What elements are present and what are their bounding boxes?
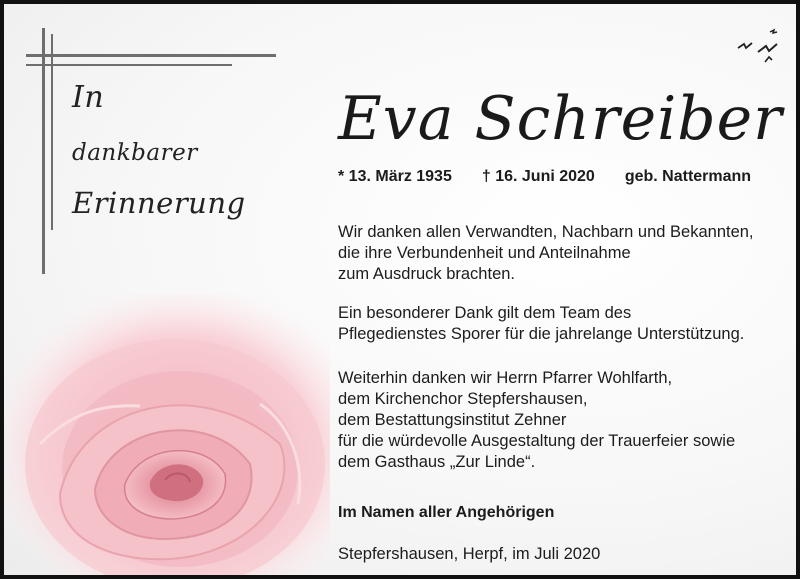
rose-image [0,294,330,579]
text-line: dem Kirchenchor Stepfershausen, [338,390,588,408]
header-line-erinnerung: Erinnerung [72,186,246,220]
text-line: Ein besonderer Dank gilt dem Team des [338,304,632,322]
header-line-in: In [72,80,105,115]
frame-line-horizontal-1 [26,54,276,57]
frame-line-vertical-1 [42,28,45,274]
frame-line-horizontal-2 [26,64,232,66]
thanks-paragraph-3 [338,368,735,473]
text-line: dem Bestattungsinstitut Zehner [338,411,567,429]
thanks-paragraph-2 [338,303,744,345]
text-line: Pflegedienstes Sporer für die jahrelange Unterstützung. [338,325,745,343]
thanks-paragraph-1 [338,222,754,285]
death-date: † 16. Juni 2020 [481,168,595,185]
flying-birds-icon [732,26,784,68]
maiden-name: geb. Nattermann [624,168,752,185]
life-dates [338,168,751,186]
text-line: die ihre Verbundenheit und Anteilnahme [338,244,631,262]
text-line: für die würdevolle Ausgestaltung der Trauerfeier sowie [338,432,736,450]
header-line-dankbarer: dankbarer [72,140,198,166]
text-line: Weiterhin danken wir Herrn Pfarrer Wohlfarth, [338,369,673,387]
signature-line: Im Namen aller Angehörigen [338,504,555,521]
birth-date: * 13. März 1935 [338,168,452,185]
deceased-name: Eva Schreiber [338,84,783,154]
place-and-date: Stepfershausen, Herpf, im Juli 2020 [338,545,601,563]
frame-line-vertical-2 [51,34,53,230]
text-line: Wir danken allen Verwandten, Nachbarn und Bekannten, [338,223,754,241]
text-line: zum Ausdruck brachten. [338,265,516,283]
text-line: dem Gasthaus „Zur Linde“. [338,453,536,471]
